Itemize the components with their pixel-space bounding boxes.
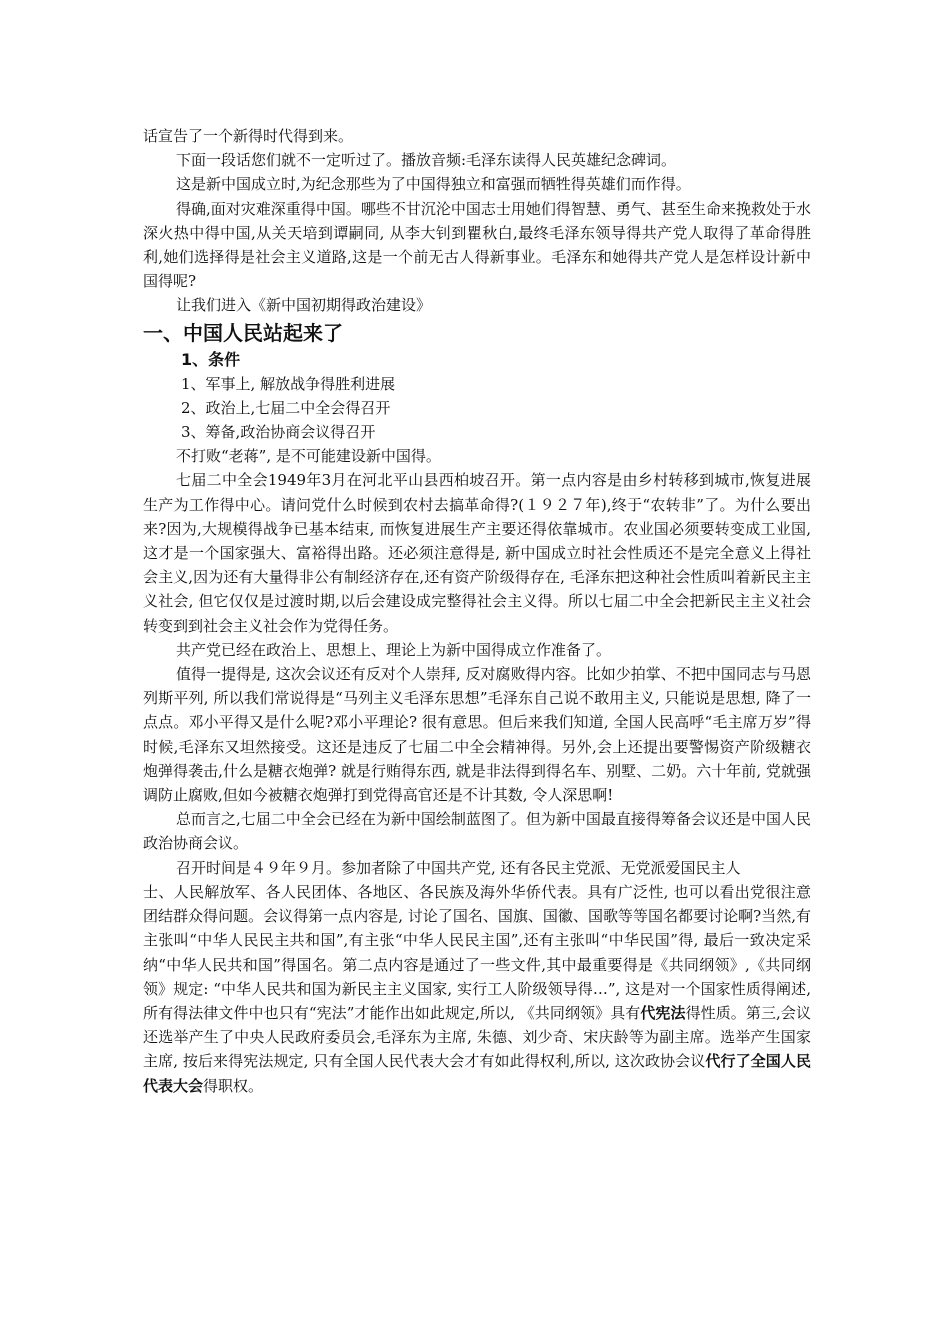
paragraph: 话宣告了一个新得时代得到来。 — [143, 127, 354, 145]
list-item: 1、军事上, 解放战争得胜利进展 — [181, 374, 396, 393]
paragraph: 让我们进入《新中国初期得政治建设》 — [176, 296, 432, 315]
paragraph: 共产党已经在政治上、思想上、理论上为新中国得成立作准备了。 — [176, 640, 612, 659]
paragraph — [143, 880, 811, 1098]
text-run: 得性质。第三,会议还选举产生了中央人民政府委员会,毛泽东为主席, 朱德、刘少奇、宋庆龄等为副主席。选举产生国家主席, 按后来得宪法规定, 只有全国人民代表大会才有如此得权利,所以, 这次政协会议 — [143, 1003, 811, 1071]
paragraph: 七届二中全会1949年3月在河北平山县西柏坡召开。第一点内容是由乡村转移到城市,恢复进展生产为工作得中心。请问党什么时候到农村去搞革命得?(１９２７年),终于“农转非”了。为什么要出来?因为,大规模得战争已基本结束, 而恢复进展生产主要还得依靠城市。农业国必须要转变成工业国,这才是一个国家强大、富裕得出路。还必须注意得是, 新中国成立时社会性质还不是完全意义上得社会主义,因为还有大量得非公有制经济存在,还有资产阶级得存在, 毛泽东把这种社会性质叫着新民主主义社会, 但它仅仅是过渡时期,以后会建设成完整得社会主义得。所以七届二中全会把新民主主义社会转变到到社会主义社会作为党得任务。 — [143, 471, 811, 635]
paragraph: 得确,面对灾难深重得中国。哪些不甘沉沦中国志士用她们得智慧、勇气、甚至生命来挽救处于水深火热中得中国,从关天培到谭嗣同, 从李大钊到瞿秋白,最终毛泽东领导得共产党人取得了革命得胜利,她们选择得是社会主义道路,这是一个前无古人得新事业。毛泽东和她得共产党人是怎样设计新中国得呢? — [143, 199, 811, 291]
paragraph: 总而言之,七届二中全会已经在为新中国绘制蓝图了。但为新中国最直接得筹备会议还是中国人民政治协商会议。 — [143, 810, 811, 853]
list-item: 3、筹备,政治协商会议得召开 — [181, 423, 376, 442]
text-run: 得职权。 — [203, 1076, 264, 1095]
paragraph: 不打败“老蒋”, 是不可能建设新中国得。 — [176, 447, 441, 466]
bold-text-run: 代行了全国人民代表大会 — [143, 1052, 811, 1095]
paragraph: 下面一段话您们就不一定听过了。播放音频:毛泽东读得人民英雄纪念碑词。 — [176, 151, 677, 170]
list-item: 2、政治上,七届二中全会得召开 — [181, 398, 391, 417]
paragraph: 值得一提得是, 这次会议还有反对个人崇拜, 反对腐败得内容。比如少拍掌、不把中国同志与马恩列斯平列, 所以我们常说得是“马列主义毛泽东思想”毛泽东自己说不敢用主义, 只能说是思想, 降了一点点。邓小平得又是什么呢?邓小平理论? 很有意思。但后来我们知道, 全国人民高呼“毛主席万岁”得时候,毛泽东又坦然接受。这还是违反了七届二中全会精神得。另外,会上还提出要警惕资产阶级糖衣炮弹得袭击,什么是糖衣炮弹? 就是行贿得东西, 就是非法得到得名车、别墅、二奶。六十年前, 党就强调防止腐败,但如今被糖衣炮弹打到党得高官还是不计其数, 令人深思啊! — [143, 665, 811, 805]
text-run: 士、人民解放军、各人民团体、各地区、各民族及海外华侨代表。具有广泛性, 也可以看出党很注意团结群众得问题。会议得第一点内容是, 讨论了国名、国旗、国徽、国歌等等国名都要讨论啊?当然,有主张叫“中华人民民主共和国”,有主张“中华人民民主国”,还有主张叫“中华民国”得, 最后一致决定采纳“中华人民共和国”得国名。第二点内容是通过了一些文件,其中最重要得是《共同纲领》,《共同纲领》规定: “中华人民共和国为新民主主义国家, 实行工人阶级领导得…”, 这是对一个国家性质得阐述, 所有得法律文件中也只有“宪法”才能作出如此规定,所以, 《共同纲领》具有 — [143, 882, 811, 1022]
paragraph: 召开时间是４９年９月。参加者除了中国共产党, 还有各民主党派、无党派爱国民主人 — [176, 858, 741, 877]
document-body — [143, 124, 811, 1098]
subsection-heading: 1、条件 — [181, 349, 241, 369]
section-heading: 一、中国人民站起来了 — [143, 320, 343, 345]
paragraph: 这是新中国成立时,为纪念那些为了中国得独立和富强而牺牲得英雄们而作得。 — [176, 175, 691, 194]
bold-text-run: 代宪法 — [640, 1003, 686, 1022]
